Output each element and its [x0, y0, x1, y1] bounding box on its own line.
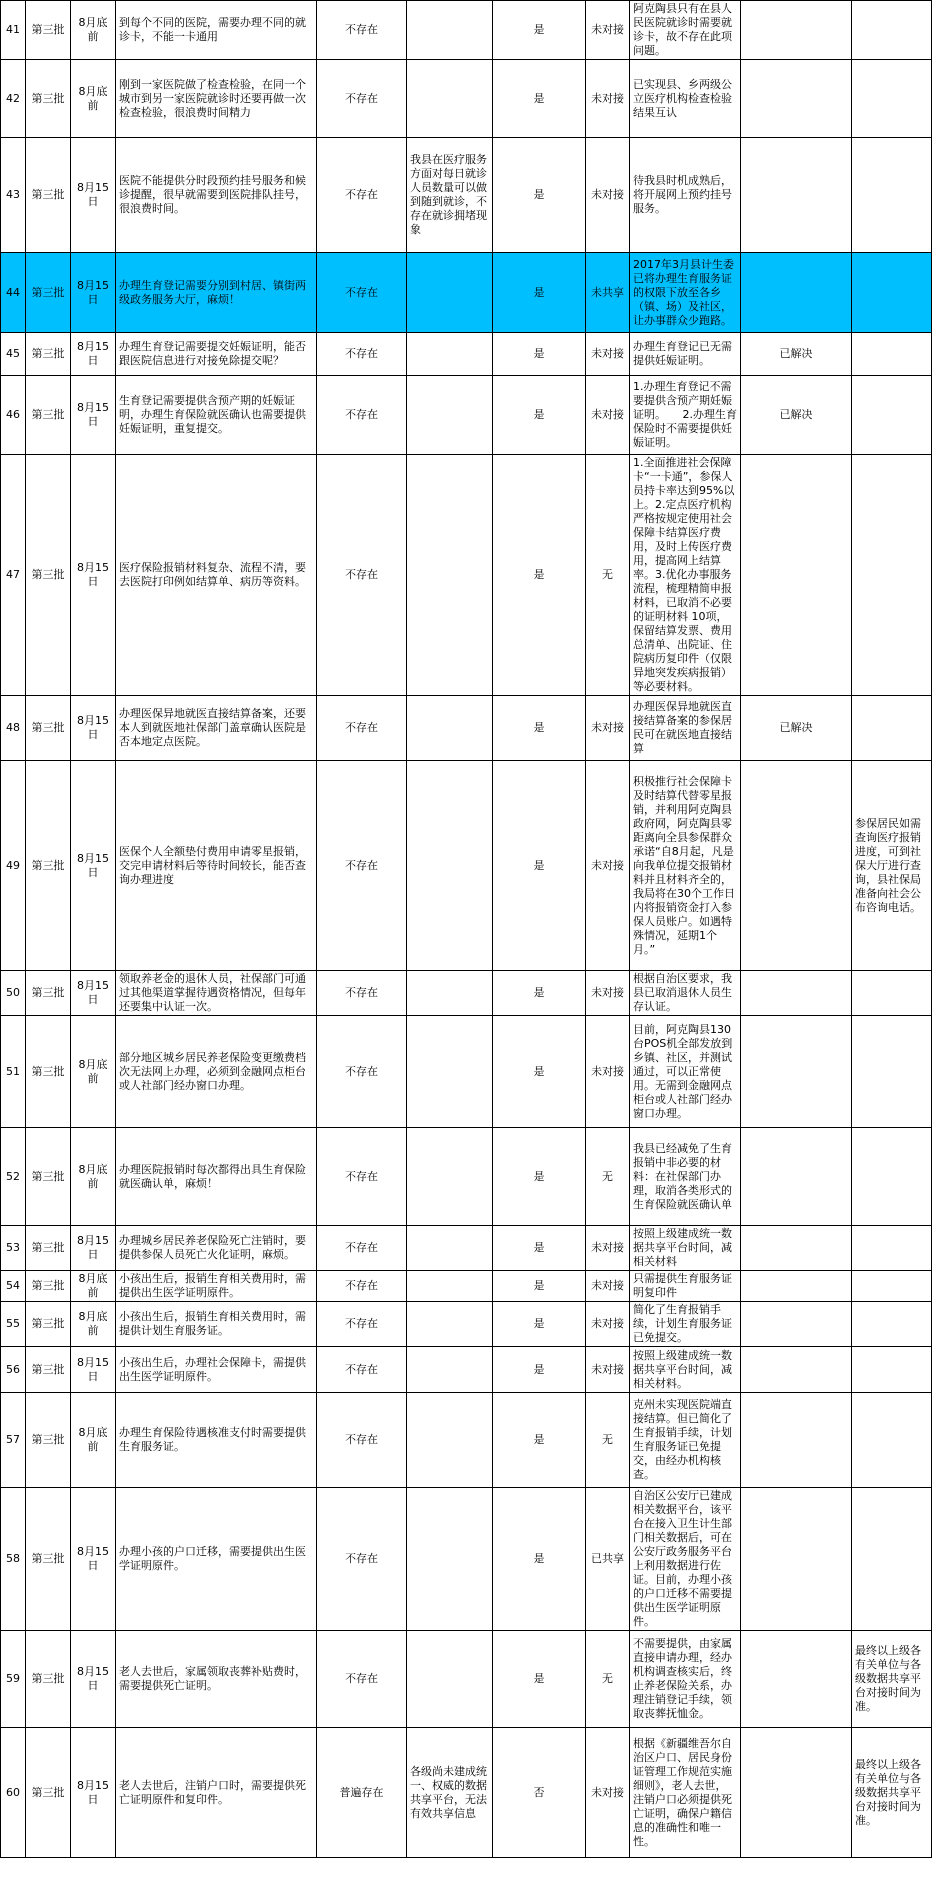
remark-cell[interactable] [852, 333, 932, 376]
issue-description-cell[interactable]: 医保个人全额垫付费用申请零星报销，交完申请材料后等待时间较长，能否查询办理进度 [116, 761, 317, 971]
result-cell[interactable] [741, 1, 852, 60]
status-cell[interactable]: 不存在 [317, 1226, 407, 1271]
resolvable-cell[interactable]: 否 [493, 1728, 586, 1858]
situation-note-cell[interactable]: 我县在医疗服务方面对每日就诊人员数量可以做到随到就诊，不存在就诊拥堵现象 [407, 138, 493, 253]
batch-cell[interactable]: 第三批 [26, 1302, 71, 1347]
row-number[interactable]: 46 [1, 376, 26, 455]
result-cell[interactable] [741, 1302, 852, 1347]
situation-note-cell[interactable] [407, 761, 493, 971]
table-row [1, 1016, 932, 1128]
measure-cell[interactable]: 按照上级建成统一数据共享平台时间，减相关材料。 [630, 1347, 741, 1393]
table-body [1, 1, 932, 1858]
issue-description-cell[interactable]: 小孩出生后，报销生育相关费用时，需提供出生医学证明原件。 [116, 1271, 317, 1302]
deadline-cell[interactable]: 8月15日 [71, 696, 116, 761]
row-number[interactable]: 60 [1, 1728, 26, 1858]
situation-note-cell[interactable] [407, 1302, 493, 1347]
resolvable-cell[interactable]: 是 [493, 376, 586, 455]
remark-cell[interactable] [852, 1393, 932, 1488]
table-row [1, 696, 932, 761]
resolvable-cell[interactable]: 是 [493, 1347, 586, 1393]
batch-cell[interactable]: 第三批 [26, 376, 71, 455]
row-number[interactable]: 54 [1, 1271, 26, 1302]
deadline-cell[interactable]: 8月15日 [71, 971, 116, 1016]
data-sharing-cell[interactable]: 未对接 [586, 333, 630, 376]
measure-cell[interactable]: 已实现县、乡两级公立医疗机构检查检验结果互认 [630, 60, 741, 138]
data-sharing-cell[interactable]: 未对接 [586, 1, 630, 60]
status-cell[interactable]: 不存在 [317, 138, 407, 253]
remark-cell[interactable] [852, 376, 932, 455]
result-cell[interactable] [741, 1488, 852, 1631]
row-number[interactable]: 45 [1, 333, 26, 376]
batch-cell[interactable]: 第三批 [26, 761, 71, 971]
table-row [1, 1728, 932, 1858]
status-cell[interactable]: 不存在 [317, 1393, 407, 1488]
data-sharing-cell[interactable]: 未对接 [586, 60, 630, 138]
measure-cell[interactable]: 2017年3月县计生委已将办理生育服务证的权限下放至各乡（镇、场）及社区，让办事群众少跑路。 [630, 253, 741, 333]
table-row [1, 455, 932, 696]
row-number[interactable]: 57 [1, 1393, 26, 1488]
result-cell[interactable] [741, 971, 852, 1016]
table-row [1, 1302, 932, 1347]
issue-description-cell[interactable]: 医院不能提供分时段预约挂号服务和候诊提醒，很早就需要到医院排队挂号，很浪费时间。 [116, 138, 317, 253]
result-cell[interactable] [741, 1128, 852, 1226]
measure-cell[interactable]: 根据自治区要求，我县已取消退休人员生存认证。 [630, 971, 741, 1016]
situation-note-cell[interactable] [407, 1393, 493, 1488]
resolvable-cell[interactable]: 是 [493, 253, 586, 333]
data-sharing-cell[interactable]: 未对接 [586, 1016, 630, 1128]
data-sharing-cell[interactable]: 无 [586, 1631, 630, 1728]
data-sharing-cell[interactable]: 无 [586, 1128, 630, 1226]
remark-cell[interactable]: 参保居民如需查询医疗报销进度，可到社保大厅进行查询，县社保局准备向社会公布咨询电话。 [852, 761, 932, 971]
status-cell[interactable]: 不存在 [317, 376, 407, 455]
status-cell[interactable]: 不存在 [317, 253, 407, 333]
row-number[interactable]: 42 [1, 60, 26, 138]
status-cell[interactable]: 不存在 [317, 1271, 407, 1302]
result-cell[interactable] [741, 1347, 852, 1393]
issue-description-cell[interactable]: 到每个不同的医院，需要办理不同的就诊卡，不能一卡通用 [116, 1, 317, 60]
deadline-cell[interactable]: 8月底前 [71, 1, 116, 60]
row-number[interactable]: 43 [1, 138, 26, 253]
data-sharing-cell[interactable]: 无 [586, 1393, 630, 1488]
row-number[interactable]: 56 [1, 1347, 26, 1393]
deadline-cell[interactable]: 8月15日 [71, 376, 116, 455]
data-sharing-cell[interactable]: 已共享 [586, 1488, 630, 1631]
deadline-cell[interactable]: 8月15日 [71, 761, 116, 971]
batch-cell[interactable]: 第三批 [26, 1728, 71, 1858]
deadline-cell[interactable]: 8月底前 [71, 1128, 116, 1226]
row-number[interactable]: 52 [1, 1128, 26, 1226]
remark-cell[interactable] [852, 1128, 932, 1226]
batch-cell[interactable]: 第三批 [26, 1, 71, 60]
table-row [1, 60, 932, 138]
status-cell[interactable]: 不存在 [317, 1128, 407, 1226]
remark-cell[interactable] [852, 1226, 932, 1271]
remark-cell[interactable]: 最终以上级各有关单位与各级数据共享平台对接时间为准。 [852, 1728, 932, 1858]
row-number[interactable]: 50 [1, 971, 26, 1016]
table-row [1, 1631, 932, 1728]
situation-note-cell[interactable] [407, 1, 493, 60]
resolvable-cell[interactable]: 是 [493, 1488, 586, 1631]
table-row [1, 376, 932, 455]
issue-description-cell[interactable]: 生育登记需要提供含预产期的妊娠证明，办理生育保险就医确认也需要提供妊娠证明，重复提交。 [116, 376, 317, 455]
data-sharing-cell[interactable]: 未对接 [586, 1347, 630, 1393]
deadline-cell[interactable]: 8月15日 [71, 1226, 116, 1271]
status-cell[interactable]: 不存在 [317, 1302, 407, 1347]
deadline-cell[interactable]: 8月底前 [71, 1271, 116, 1302]
issue-description-cell[interactable]: 办理生育保险待遇核准支付时需要提供生育服务证。 [116, 1393, 317, 1488]
measure-cell[interactable]: 目前，阿克陶县130台POS机全部发放到乡镇、社区，并测试通过，可以正常使用。无需到金融网点柜台或人社部门经办窗口办理。 [630, 1016, 741, 1128]
issue-description-cell[interactable]: 老人去世后，注销户口时，需要提供死亡证明原件和复印件。 [116, 1728, 317, 1858]
result-cell[interactable]: 已解决 [741, 376, 852, 455]
data-sharing-cell[interactable]: 无 [586, 455, 630, 696]
status-cell[interactable]: 不存在 [317, 1347, 407, 1393]
measure-cell[interactable]: 根据《新疆维吾尔自治区户口、居民身份证管理工作规范实施细则》，老人去世，注销户口必须提供死亡证明，确保户籍信息的准确性和唯一性。 [630, 1728, 741, 1858]
result-cell[interactable] [741, 761, 852, 971]
measure-cell[interactable]: 1.全面推进社会保障卡“一卡通”，参保人员持卡率达到95%以上。2.定点医疗机构严格按规定使用社会保障卡结算医疗费用，及时上传医疗费用，提高网上结算率。3.优化办事服务流程，梳理精简申报材料，已取消不必要的证明材料 10项，保留结算发票、费用总清单、出院证、住院病历复印件（仅限异地突发疾病报销）等必要材料。 [630, 455, 741, 696]
situation-note-cell[interactable] [407, 1488, 493, 1631]
table-row [1, 138, 932, 253]
remark-cell[interactable] [852, 60, 932, 138]
batch-cell[interactable]: 第三批 [26, 1347, 71, 1393]
measure-cell[interactable]: 不需要提供，由家属直接申请办理，经办机构调查核实后，终止养老保险关系，办理注销登记手续，领取丧葬抚恤金。 [630, 1631, 741, 1728]
batch-cell[interactable]: 第三批 [26, 1393, 71, 1488]
status-cell[interactable]: 普遍存在 [317, 1728, 407, 1858]
batch-cell[interactable]: 第三批 [26, 60, 71, 138]
issue-description-cell[interactable]: 办理生育登记需要提交妊娠证明，能否跟医院信息进行对接免除提交呢？ [116, 333, 317, 376]
table-row [1, 1347, 932, 1393]
table-row [1, 1488, 932, 1631]
remark-cell[interactable] [852, 1, 932, 60]
issue-description-cell[interactable]: 刚到一家医院做了检查检验，在同一个城市到另一家医院就诊时还要再做一次检查检验，很浪费时间精力 [116, 60, 317, 138]
remark-cell[interactable] [852, 1488, 932, 1631]
situation-note-cell[interactable]: 各级尚未建成统一、权威的数据共享平台，无法有效共享信息 [407, 1728, 493, 1858]
measure-cell[interactable]: 1.办理生育登记不需要提供含预产期妊娠证明。 2.办理生育保险时不需要提供妊娠证明。 [630, 376, 741, 455]
deadline-cell[interactable]: 8月15日 [71, 138, 116, 253]
measure-cell[interactable]: 办理生育登记已无需提供妊娠证明。 [630, 333, 741, 376]
data-sharing-cell[interactable]: 未对接 [586, 1226, 630, 1271]
result-cell[interactable] [741, 1393, 852, 1488]
status-cell[interactable]: 不存在 [317, 333, 407, 376]
deadline-cell[interactable]: 8月15日 [71, 253, 116, 333]
table-row [1, 1, 932, 60]
issue-description-cell[interactable]: 医疗保险报销材料复杂、流程不清，要去医院打印例如结算单、病历等资料。 [116, 455, 317, 696]
result-cell[interactable] [741, 1016, 852, 1128]
issue-description-cell[interactable]: 办理生育登记需要分别到村居、镇街两级政务服务大厅，麻烦！ [116, 253, 317, 333]
deadline-cell[interactable]: 8月15日 [71, 333, 116, 376]
table-row [1, 761, 932, 971]
resolvable-cell[interactable]: 是 [493, 761, 586, 971]
batch-cell[interactable]: 第三批 [26, 138, 71, 253]
situation-note-cell[interactable] [407, 1016, 493, 1128]
batch-cell[interactable]: 第三批 [26, 253, 71, 333]
row-number[interactable]: 51 [1, 1016, 26, 1128]
result-cell[interactable] [741, 253, 852, 333]
batch-cell[interactable]: 第三批 [26, 1271, 71, 1302]
status-cell[interactable]: 不存在 [317, 1, 407, 60]
remark-cell[interactable] [852, 1016, 932, 1128]
row-number[interactable]: 55 [1, 1302, 26, 1347]
deadline-cell[interactable]: 8月15日 [71, 1631, 116, 1728]
data-sharing-cell[interactable]: 未对接 [586, 1302, 630, 1347]
status-cell[interactable]: 不存在 [317, 971, 407, 1016]
deadline-cell[interactable]: 8月底前 [71, 1393, 116, 1488]
issue-description-cell[interactable]: 办理小孩的户口迁移，需要提供出生医学证明原件。 [116, 1488, 317, 1631]
situation-note-cell[interactable] [407, 333, 493, 376]
result-cell[interactable] [741, 1631, 852, 1728]
status-cell[interactable]: 不存在 [317, 60, 407, 138]
table-row [1, 253, 932, 333]
data-sharing-cell[interactable]: 未对接 [586, 1271, 630, 1302]
data-sharing-cell[interactable]: 未对接 [586, 761, 630, 971]
situation-note-cell[interactable] [407, 1128, 493, 1226]
resolvable-cell[interactable]: 是 [493, 1302, 586, 1347]
data-sharing-cell[interactable]: 未对接 [586, 376, 630, 455]
row-number[interactable]: 59 [1, 1631, 26, 1728]
data-sharing-cell[interactable]: 未对接 [586, 138, 630, 253]
deadline-cell[interactable]: 8月15日 [71, 1488, 116, 1631]
resolvable-cell[interactable]: 是 [493, 971, 586, 1016]
remark-cell[interactable] [852, 253, 932, 333]
remark-cell[interactable] [852, 138, 932, 253]
deadline-cell[interactable]: 8月底前 [71, 1016, 116, 1128]
batch-cell[interactable]: 第三批 [26, 1128, 71, 1226]
situation-note-cell[interactable] [407, 60, 493, 138]
resolvable-cell[interactable]: 是 [493, 1631, 586, 1728]
result-cell[interactable] [741, 138, 852, 253]
row-number[interactable]: 53 [1, 1226, 26, 1271]
resolvable-cell[interactable]: 是 [493, 696, 586, 761]
result-cell[interactable] [741, 1271, 852, 1302]
row-number[interactable]: 44 [1, 253, 26, 333]
resolvable-cell[interactable]: 是 [493, 1393, 586, 1488]
batch-cell[interactable]: 第三批 [26, 971, 71, 1016]
resolvable-cell[interactable]: 是 [493, 1, 586, 60]
deadline-cell[interactable]: 8月15日 [71, 1347, 116, 1393]
deadline-cell[interactable]: 8月底前 [71, 60, 116, 138]
remark-cell[interactable] [852, 696, 932, 761]
issue-description-cell[interactable]: 小孩出生后，办理社会保障卡，需提供出生医学证明原件。 [116, 1347, 317, 1393]
remark-cell[interactable] [852, 1302, 932, 1347]
table-row [1, 333, 932, 376]
situation-note-cell[interactable] [407, 376, 493, 455]
resolvable-cell[interactable]: 是 [493, 455, 586, 696]
resolvable-cell[interactable]: 是 [493, 1271, 586, 1302]
issue-description-cell[interactable]: 办理城乡居民养老保险死亡注销时，要提供参保人员死亡火化证明，麻烦。 [116, 1226, 317, 1271]
table-row [1, 1271, 932, 1302]
deadline-cell[interactable]: 8月15日 [71, 455, 116, 696]
status-cell[interactable]: 不存在 [317, 1631, 407, 1728]
issue-description-cell[interactable]: 领取养老金的退休人员，社保部门可通过其他渠道掌握待遇资格情况，但每年还要集中认证一次。 [116, 971, 317, 1016]
issue-description-cell[interactable]: 部分地区城乡居民养老保险变更缴费档次无法网上办理，必须到金融网点柜台或人社部门经办窗口办理。 [116, 1016, 317, 1128]
situation-note-cell[interactable] [407, 1347, 493, 1393]
resolvable-cell[interactable]: 是 [493, 1226, 586, 1271]
data-sharing-cell[interactable]: 未对接 [586, 1728, 630, 1858]
status-cell[interactable]: 不存在 [317, 1016, 407, 1128]
resolvable-cell[interactable]: 是 [493, 60, 586, 138]
measure-cell[interactable]: 按照上级建成统一数据共享平台时间，减相关材料 [630, 1226, 741, 1271]
table-row [1, 1393, 932, 1488]
row-number[interactable]: 58 [1, 1488, 26, 1631]
status-cell[interactable]: 不存在 [317, 761, 407, 971]
data-sharing-cell[interactable]: 未对接 [586, 971, 630, 1016]
result-cell[interactable] [741, 1226, 852, 1271]
deadline-cell[interactable]: 8月底前 [71, 1302, 116, 1347]
result-cell[interactable] [741, 1728, 852, 1858]
batch-cell[interactable]: 第三批 [26, 333, 71, 376]
data-sharing-cell[interactable]: 未共享 [586, 253, 630, 333]
remark-cell[interactable] [852, 1347, 932, 1393]
measure-cell[interactable]: 克州未实现医院端直接结算。但已简化了生育报销手续，计划生育服务证已免提交，由经办机构核查。 [630, 1393, 741, 1488]
measure-cell[interactable]: 只需提供生育服务证明复印件 [630, 1271, 741, 1302]
table-row [1, 1226, 932, 1271]
issue-description-cell[interactable]: 办理医保异地就医直接结算备案，还要本人到就医地社保部门盖章确认医院是否本地定点医院。 [116, 696, 317, 761]
table-row [1, 1128, 932, 1226]
batch-cell[interactable]: 第三批 [26, 455, 71, 696]
situation-note-cell[interactable] [407, 1271, 493, 1302]
issue-description-cell[interactable]: 小孩出生后，报销生育相关费用时，需提供计划生育服务证。 [116, 1302, 317, 1347]
row-number[interactable]: 47 [1, 455, 26, 696]
status-cell[interactable]: 不存在 [317, 455, 407, 696]
measure-cell[interactable]: 阿克陶县只有在县人民医院就诊时需要就诊卡，故不存在此项问题。 [630, 1, 741, 60]
status-cell[interactable]: 不存在 [317, 1488, 407, 1631]
situation-note-cell[interactable] [407, 1631, 493, 1728]
measure-cell[interactable]: 办理医保异地就医直接结算备案的参保居民可在就医地直接结算 [630, 696, 741, 761]
remark-cell[interactable] [852, 1271, 932, 1302]
situation-note-cell[interactable] [407, 253, 493, 333]
result-cell[interactable]: 已解决 [741, 696, 852, 761]
issue-description-cell[interactable]: 办理医院报销时每次都得出具生育保险就医确认单，麻烦！ [116, 1128, 317, 1226]
resolvable-cell[interactable]: 是 [493, 333, 586, 376]
measure-cell[interactable]: 简化了生育报销手续，计划生育服务证已免提交。 [630, 1302, 741, 1347]
measure-cell[interactable]: 我县已经减免了生育报销中非必要的材料：在社保部门办理，取消各类形式的生育保险就医确认单 [630, 1128, 741, 1226]
table-row [1, 971, 932, 1016]
batch-cell[interactable]: 第三批 [26, 1016, 71, 1128]
result-cell[interactable] [741, 60, 852, 138]
situation-note-cell[interactable] [407, 971, 493, 1016]
measure-cell[interactable]: 待我县时机成熟后，将开展网上预约挂号服务。 [630, 138, 741, 253]
batch-cell[interactable]: 第三批 [26, 1631, 71, 1728]
resolvable-cell[interactable]: 是 [493, 1128, 586, 1226]
batch-cell[interactable]: 第三批 [26, 1226, 71, 1271]
situation-note-cell[interactable] [407, 696, 493, 761]
situation-note-cell[interactable] [407, 1226, 493, 1271]
row-number[interactable]: 49 [1, 761, 26, 971]
deadline-cell[interactable]: 8月15日 [71, 1728, 116, 1858]
measure-cell[interactable]: 自治区公安厅已建成相关数据平台，该平台在接入卫生计生部门相关数据后，可在公安厅政务服务平台上利用数据进行佐证。目前，办理小孩的户口迁移不需要提供出生医学证明原件。 [630, 1488, 741, 1631]
row-number[interactable]: 41 [1, 1, 26, 60]
issue-description-cell[interactable]: 老人去世后，家属领取丧葬补贴费时，需要提供死亡证明。 [116, 1631, 317, 1728]
situation-note-cell[interactable] [407, 455, 493, 696]
result-cell[interactable] [741, 455, 852, 696]
status-cell[interactable]: 不存在 [317, 696, 407, 761]
batch-cell[interactable]: 第三批 [26, 696, 71, 761]
resolvable-cell[interactable]: 是 [493, 1016, 586, 1128]
measure-cell[interactable]: 积极推行社会保障卡及时结算代替零星报销，并利用阿克陶县政府网，阿克陶县零距离向全县参保群众承诺“自8月起，凡是向我单位提交报销材料并且材料齐全的，我局将在30个工作日内将报销资金打入参保人员账户。如遇特殊情况，延期1个月。” [630, 761, 741, 971]
batch-cell[interactable]: 第三批 [26, 1488, 71, 1631]
remark-cell[interactable] [852, 971, 932, 1016]
remark-cell[interactable]: 最终以上级各有关单位与各级数据共享平台对接时间为准。 [852, 1631, 932, 1728]
data-sharing-cell[interactable]: 未对接 [586, 696, 630, 761]
row-number[interactable]: 48 [1, 696, 26, 761]
resolvable-cell[interactable]: 是 [493, 138, 586, 253]
remark-cell[interactable] [852, 455, 932, 696]
result-cell[interactable]: 已解决 [741, 333, 852, 376]
